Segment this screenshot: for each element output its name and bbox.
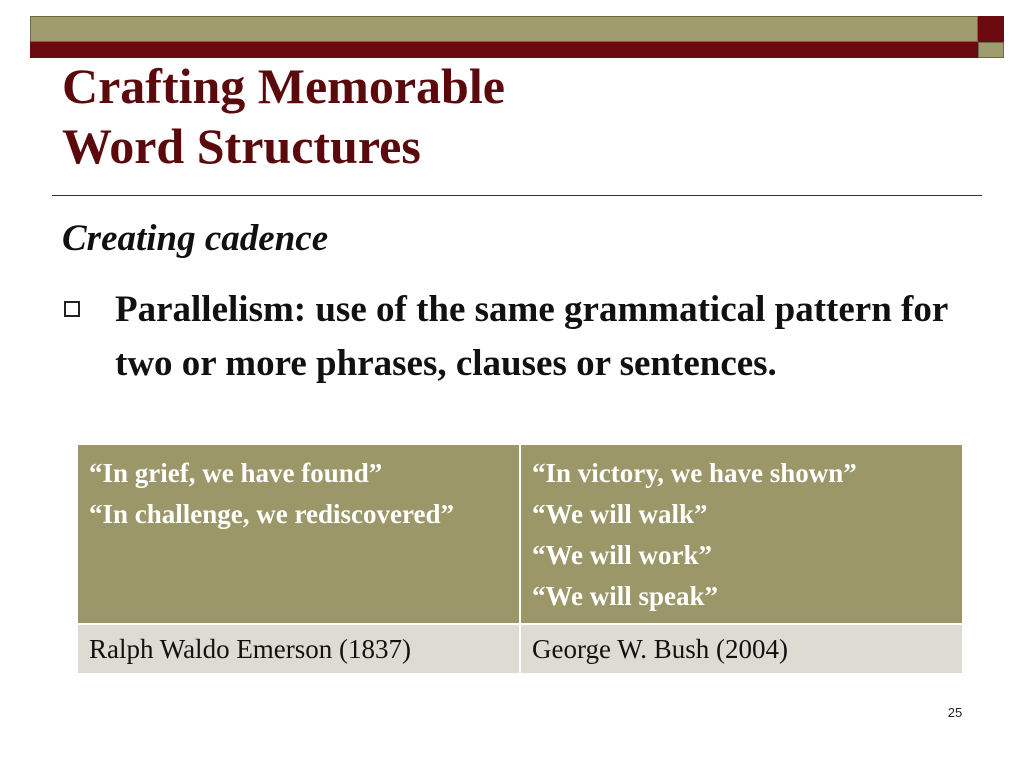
title-line-1: Crafting Memorable [62,58,505,114]
attribution-row [77,624,963,674]
quote-line: “In grief, we have found” [89,458,383,488]
slide-subtitle: Creating cadence [62,218,329,259]
hollow-square-bullet-icon [64,301,80,317]
quote-line: “We will speak” [532,581,719,611]
quote-line: “We will walk” [532,499,708,529]
quotes-table [76,443,964,675]
page-number: 25 [947,705,963,720]
quote-line: “In challenge, we rediscovered” [89,499,454,529]
olive-band [30,16,978,42]
bullet-text: Parallelism: use of the same grammatical pattern for two or more phrases, clauses or sentences. [115,289,948,384]
corner-square-olive [978,42,1004,58]
right-quotes-cell [520,444,963,624]
quotes-row [77,444,963,624]
slide-title [62,56,662,176]
left-quotes-cell [77,444,520,624]
right-attribution-cell: George W. Bush (2004) [520,624,963,674]
left-attribution-cell: Ralph Waldo Emerson (1837) [77,624,520,674]
title-line-2: Word Structures [62,118,421,174]
corner-square-maroon [978,16,1004,42]
quote-line: “In victory, we have shown” [532,458,857,488]
quote-line: “We will work” [532,540,712,570]
decorative-top-band [30,16,978,58]
title-divider [52,195,982,196]
